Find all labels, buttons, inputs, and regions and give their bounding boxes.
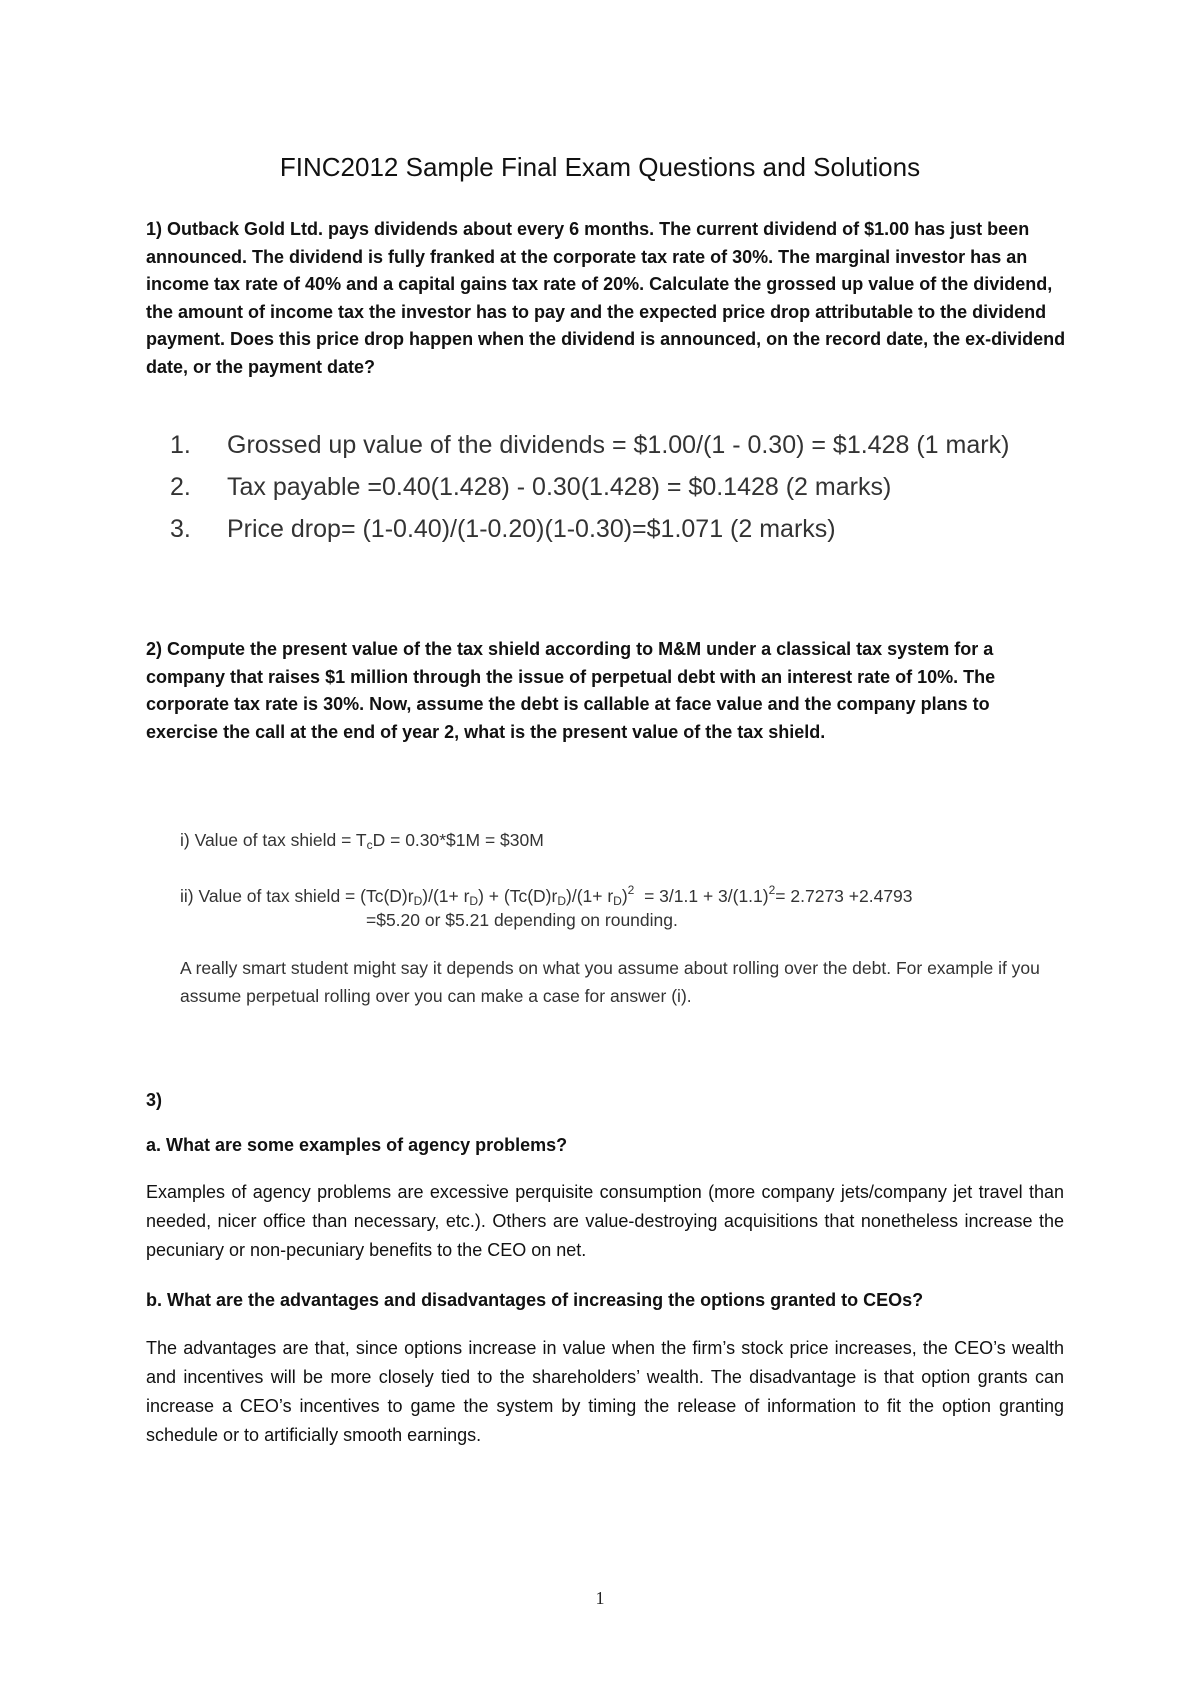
- page-number: 1: [595, 1588, 605, 1608]
- solution-ii-result: =$5.20 or $5.21 depending on rounding.: [366, 910, 678, 930]
- answer-item: [170, 424, 1009, 466]
- solution-note: A really smart student might say it depends on what you assume about rolling over the debt. For example if you assume perpetual rolling over you can make a case for answer (i).: [180, 958, 1040, 1006]
- question-3b-answer: The advantages are that, since options increase in value when the firm’s stock price increases, the CEO’s wealth and incentives will be more closely tied to the shareholders’ wealth. The disadvantage is that option grants can increase a CEO’s incentives to game the system by timing the release of information to fit the option granting schedule or to artificially smooth earnings.: [146, 1338, 1064, 1445]
- formula-part: ) + (Tc(D)r: [478, 886, 558, 906]
- answer-number: 2.: [170, 473, 191, 501]
- subscript: c: [366, 838, 373, 852]
- formula-part: ii) Value of tax shield = (Tc(D)r: [180, 886, 414, 906]
- subscript: D: [413, 894, 423, 908]
- question-3b-heading: b. What are the advantages and disadvantages of increasing the options granted to CEOs?: [146, 1290, 924, 1310]
- answer-text: Price drop= (1-0.40)/(1-0.20)(1-0.30)=$1.071 (2 marks): [227, 515, 836, 543]
- answer-number: 3.: [170, 515, 191, 543]
- question-1-text: 1) Outback Gold Ltd. pays dividends about every 6 months. The current dividend of $1.00 has just been announced. The dividend is fully franked at the corporate tax rate of 30%. The marginal investor has an income tax rate of 40% and a capital gains tax rate of 20%. Calculate the grossed up value of the dividend, the amount of income tax the investor has to pay and the expected price drop attributable to the dividend payment. Does this price drop happen when the dividend is announced, on the record date, the ex-dividend date, or the payment date?: [146, 219, 1066, 377]
- superscript: 2: [768, 883, 776, 897]
- answer-text: Grossed up value of the dividends = $1.00/(1 - 0.30) = $1.428 (1 mark): [227, 431, 1010, 459]
- formula-part: )/(1+ r: [422, 886, 470, 906]
- document-title: FINC2012 Sample Final Exam Questions and Solutions: [279, 152, 921, 182]
- question-3-number: 3): [146, 1090, 163, 1110]
- subscript: D: [469, 894, 479, 908]
- answer-text: Tax payable =0.40(1.428) - 0.30(1.428) = $0.1428 (2 marks): [227, 473, 892, 501]
- question-3a-heading: a. What are some examples of agency problems?: [146, 1135, 568, 1155]
- subscript: D: [613, 894, 622, 908]
- formula-part: ): [621, 886, 628, 906]
- solution-i-prefix: i) Value of tax shield = T: [180, 830, 367, 850]
- superscript: 2: [627, 883, 635, 897]
- question-1-answer-list: [170, 424, 1009, 550]
- question-2-text: 2) Compute the present value of the tax shield according to M&M under a classical tax system for a company that raises $1 million through the issue of perpetual debt with an interest rate of 10%. The corporate tax rate is 30%. Now, assume the debt is callable at face value and the company plans to exercise the call at the end of year 2, what is the present value of the tax shield.: [146, 639, 996, 742]
- question-3a-answer: Examples of agency problems are excessive perquisite consumption (more company jets/company jet travel than needed, nicer office than necessary, etc.). Others are value-destroying acquisitions that nonetheless increase the pecuniary or non-pecuniary benefits to the CEO on net.: [146, 1182, 1064, 1260]
- solution-i: [180, 826, 1060, 859]
- answer-item: [170, 508, 1009, 550]
- answer-item: [170, 466, 1009, 508]
- subscript: D: [557, 894, 566, 908]
- solution-i-suffix: D = 0.30*$1M = $30M: [372, 830, 544, 850]
- formula-part: = 3/1.1 + 3/(1.1): [634, 886, 769, 906]
- formula-part: )/(1+ r: [566, 886, 614, 906]
- answer-number: 1.: [170, 431, 191, 459]
- formula-part: = 2.7273 +2.4793: [775, 886, 913, 906]
